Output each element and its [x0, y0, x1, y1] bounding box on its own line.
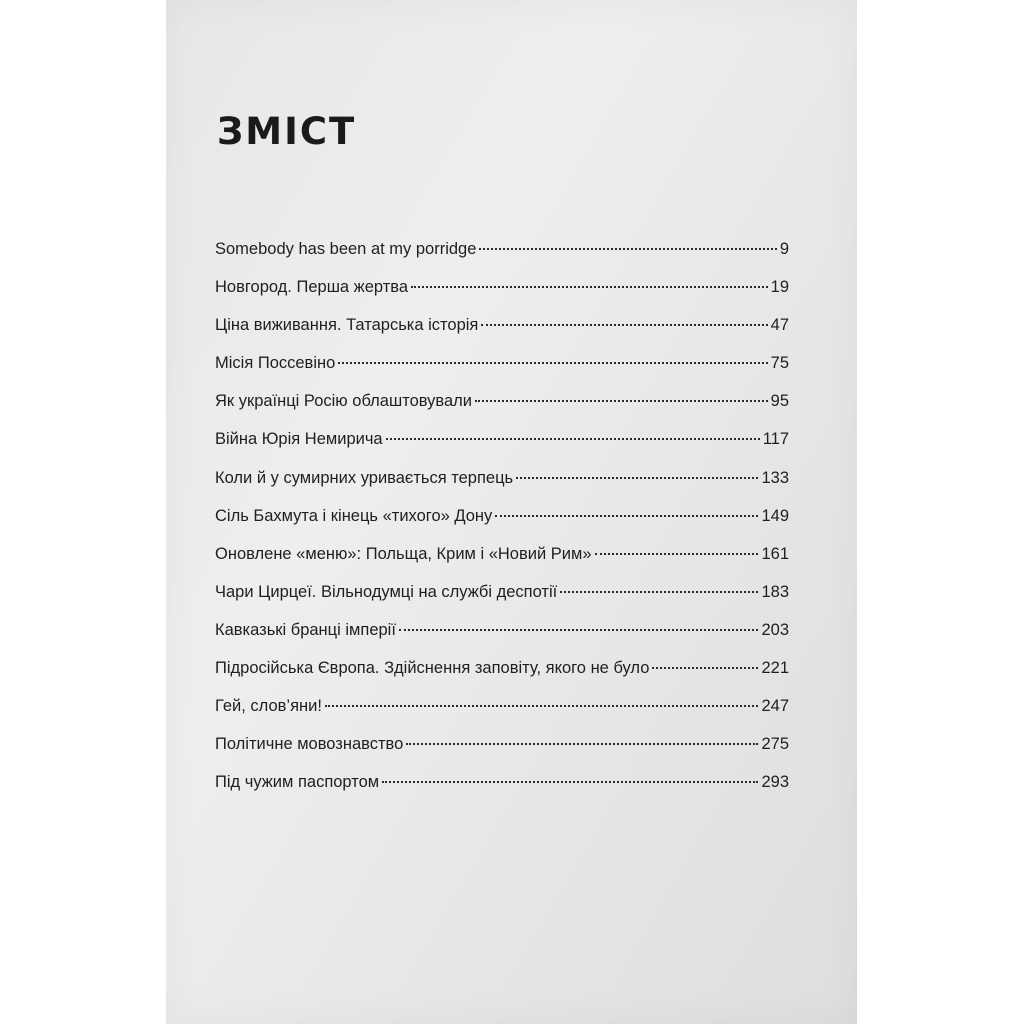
toc-entry: [215, 504, 789, 542]
toc-entry-title: Гей, слов’яни!: [215, 697, 322, 716]
toc-entry-title: Як українці Росію облаштовували: [215, 392, 472, 411]
toc-entry-title: Підросійська Європа. Здійснення заповіту, якого не було: [215, 659, 650, 678]
dot-leader: [399, 629, 759, 631]
toc-entry-title: Somebody has been at my porridge: [215, 240, 477, 258]
toc-entry-title: Чари Цирцеї. Вільнодумці на службі деспотії: [215, 582, 558, 601]
toc-entry: [215, 580, 789, 618]
toc-entry: [215, 694, 789, 732]
toc-entry-page: 149: [761, 506, 789, 525]
dot-leader: [479, 248, 776, 250]
toc-entry: [215, 237, 789, 275]
toc-entry-page: 247: [761, 697, 789, 716]
toc-entry-title: Політичне мовознавство: [215, 735, 404, 754]
toc-entry: [215, 618, 789, 656]
table-of-contents: [215, 237, 789, 808]
dot-leader: [481, 324, 767, 326]
toc-entry: [215, 351, 789, 389]
toc-entry-title: Коли й у сумирних уривається терпець: [215, 468, 514, 487]
toc-entry-page: 19: [770, 278, 789, 297]
toc-entry-title: Місія Поссевіно: [215, 354, 336, 373]
toc-entry-page: 75: [770, 354, 789, 373]
dot-leader: [495, 515, 758, 517]
dot-leader: [386, 438, 760, 440]
toc-entry-page: 95: [770, 392, 789, 411]
dot-leader: [338, 362, 767, 364]
toc-entry: [215, 732, 789, 770]
dot-leader: [382, 781, 758, 783]
dot-leader: [595, 553, 759, 555]
page-title: ЗМІСТ: [217, 110, 357, 153]
dot-leader: [560, 591, 758, 593]
toc-entry: [215, 656, 789, 694]
toc-entry-page: 133: [761, 468, 789, 487]
toc-entry-title: Ціна виживання. Татарська історія: [215, 316, 479, 335]
dot-leader: [411, 286, 768, 288]
book-page: [166, 0, 857, 1024]
toc-entry-page: 9: [779, 240, 789, 258]
toc-entry-page: 161: [761, 544, 789, 563]
toc-entry-page: 293: [761, 773, 789, 792]
toc-entry: [215, 466, 789, 504]
toc-entry-page: 203: [761, 620, 789, 639]
toc-entry-title: Під чужим паспортом: [215, 773, 380, 792]
dot-leader: [325, 705, 759, 707]
toc-entry-page: 47: [770, 316, 789, 335]
toc-entry-page: 183: [761, 582, 789, 601]
dot-leader: [475, 400, 768, 402]
dot-leader: [652, 667, 758, 669]
toc-entry-title: Сіль Бахмута і кінець «тихого» Дону: [215, 506, 493, 525]
toc-entry-title: Оновлене «меню»: Польща, Крим і «Новий Рим»: [215, 544, 592, 563]
dot-leader: [406, 743, 758, 745]
toc-entry-page: 117: [762, 430, 789, 449]
toc-entry: [215, 427, 789, 465]
toc-entry: [215, 542, 789, 580]
toc-entry-title: Війна Юрія Немирича: [215, 430, 383, 449]
toc-entry-title: Кавказькі бранці імперії: [215, 620, 396, 639]
toc-entry-page: 275: [761, 735, 789, 754]
dot-leader: [516, 477, 758, 479]
toc-entry: [215, 389, 789, 427]
toc-entry: [215, 770, 789, 808]
toc-entry-page: 221: [761, 659, 789, 678]
toc-entry: [215, 275, 789, 313]
toc-entry-title: Новгород. Перша жертва: [215, 278, 409, 297]
toc-entry: [215, 313, 789, 351]
